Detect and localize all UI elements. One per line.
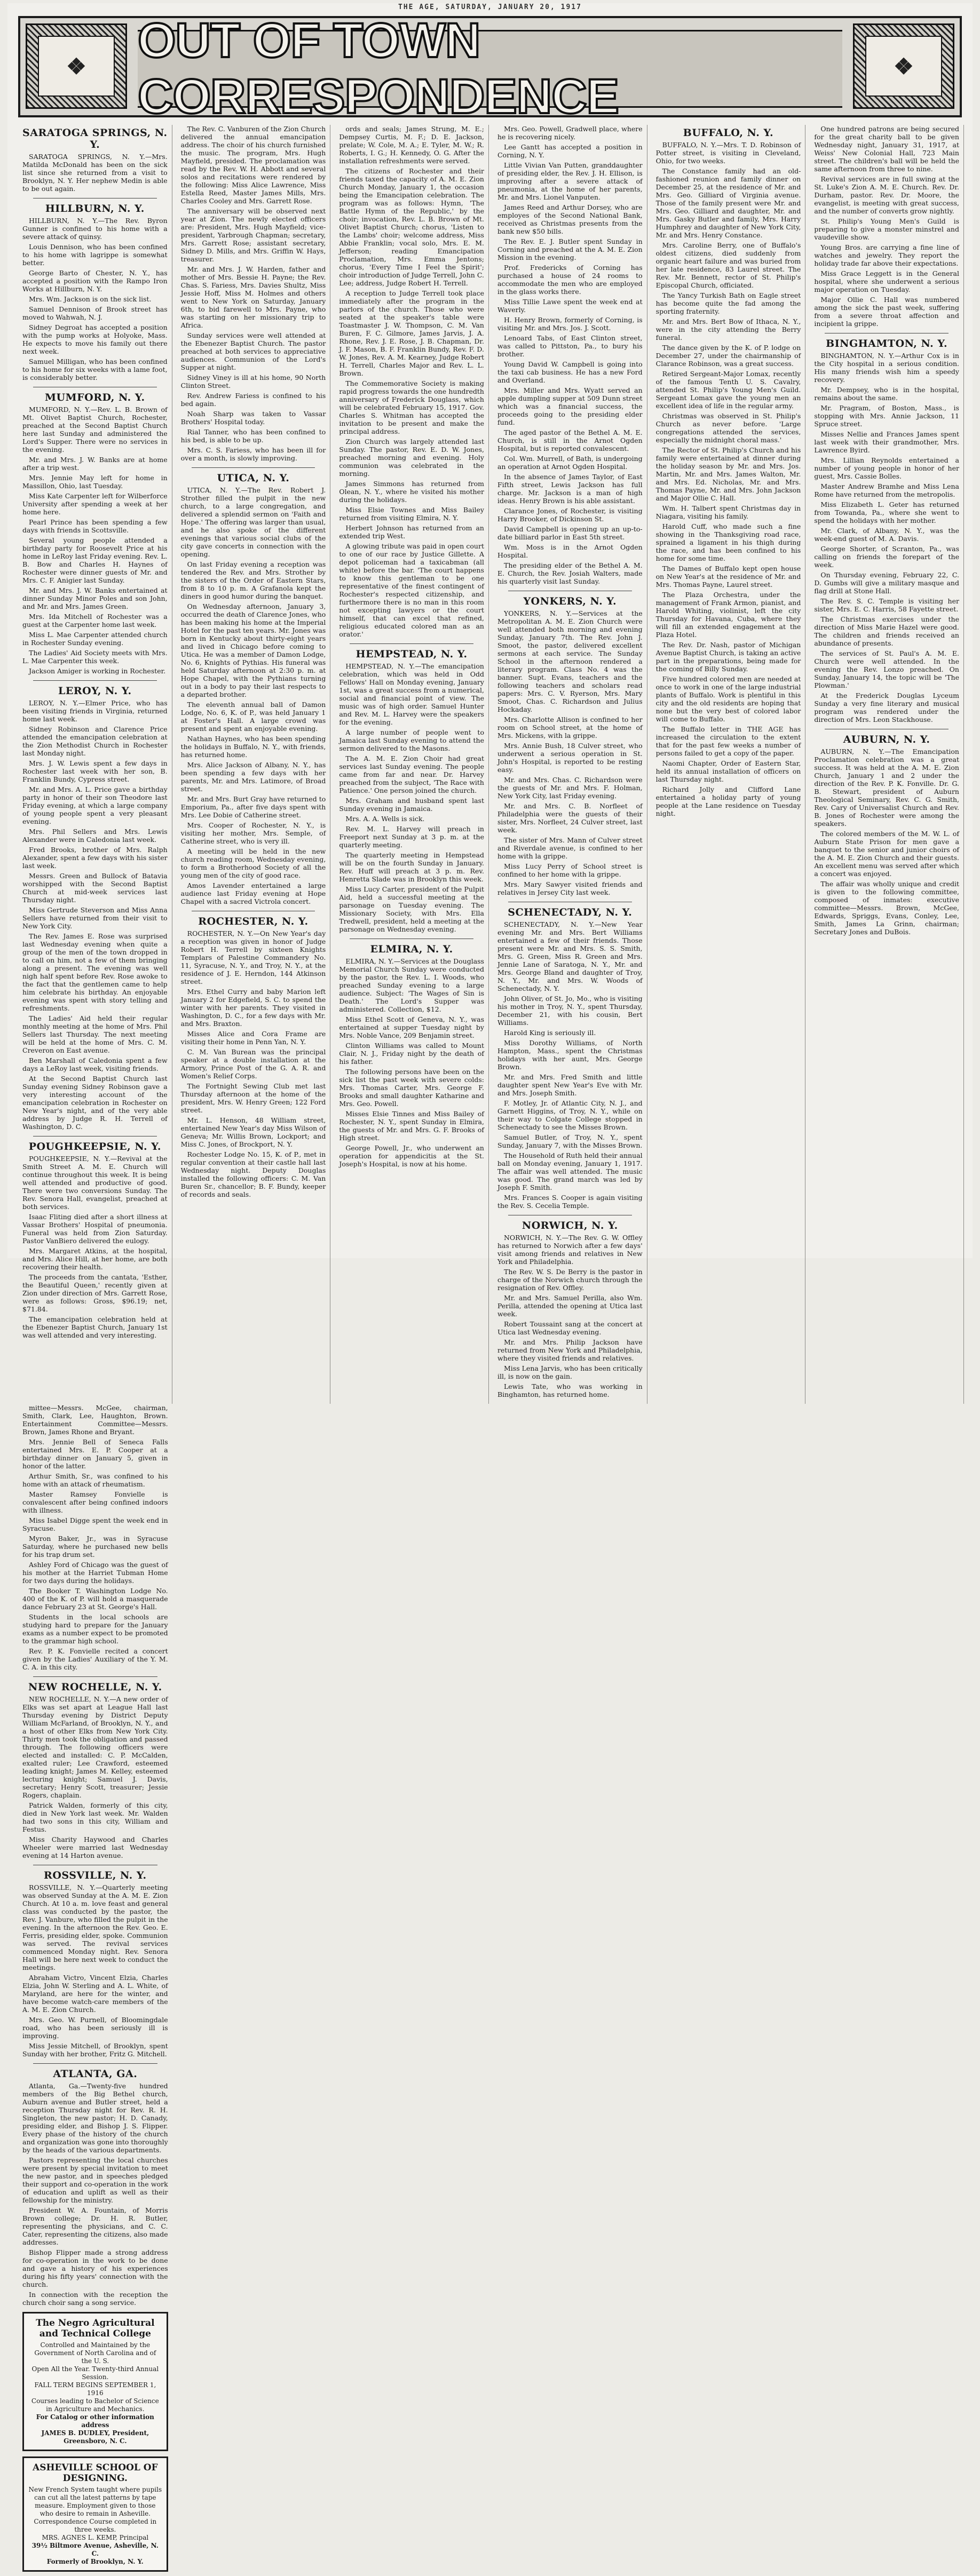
correspondence-section bbox=[22, 680, 168, 1131]
news-item: Misses Alice and Cora Frame are visiting their home in Penn Yan, N. Y. bbox=[180, 1030, 326, 1046]
news-item: Revival services are in full swing at the St. Luke's Zion A. M. E. Church. Rev. Dr. Durham, pastor. Rev. Dr. Moore, the evangelist, is meeting with great success, and the number of converts grow nightly. bbox=[814, 175, 959, 215]
news-item: The following persons have been on the sick list the past week with severe colds: Mrs. Thomas Carter, Mrs. George F. Brooks and small daughter Katharine and Mrs. Geo. Powell. bbox=[339, 1068, 484, 1108]
news-item: James Simmons has returned from Olean, N. Y., where he visited his mother during the holidays. bbox=[339, 480, 484, 504]
news-item: Miss Isabel Digge spent the week end in Syracuse. bbox=[22, 1516, 168, 1532]
news-item: Ashley Ford of Chicago was the guest of his mother at the Harriet Tubman Home for two days during the holidays. bbox=[22, 1561, 168, 1585]
news-item: Misses Elsie Tinnes and Miss Bailey of Rochester, N. Y., spent Sunday in Elmira, the guests of Mr. and Mrs. G. F. Brooks of High street. bbox=[339, 1110, 484, 1142]
news-item: Miss Elizabeth L. Geter has returned from Towanda, Pa., where she went to spend the holidays with her mother. bbox=[814, 500, 959, 524]
section-heading: HEMPSTEAD, N. Y. bbox=[355, 648, 468, 660]
news-item: Richard Jolly and Clifford Lane entertained a holiday party of young people at the Lane residence on Tuesday night. bbox=[655, 785, 801, 817]
news-item: Miss Elsie Townes and Miss Bailey returned from visiting Elmira, N. Y. bbox=[339, 506, 484, 522]
news-item: BUFFALO, N. Y.—Mrs. T. D. Robinson of Potter street, is visiting in Cleveland, Ohio, for two weeks. bbox=[655, 141, 801, 165]
section-heading: ELMIRA, N. Y. bbox=[370, 943, 453, 955]
news-item: The Commemorative Society is making rapid progress towards the one hundredth anniversary of Frederick Douglass, which will be celebrated February 15, 1917. Gov. Charles S. Whitman has accepted the invitation to be present and make the principal address. bbox=[339, 379, 484, 435]
news-item: Several young people attended a birthday party for Roosevelt Price at his home in LeRoy last Friday evening. Rev. L. B. Bow and Charles H. Haynes of Rochester were dinner guests of Mr. and Mrs. C. F. Anigier last Sunday. bbox=[22, 536, 168, 584]
news-item: The dance given by the K. of P. lodge on December 27, under the chairmanship of Clarance Robinson, was a great success. bbox=[655, 344, 801, 368]
newspaper-page bbox=[7, 3, 973, 2565]
news-item: Rev. Andrew Fariess is confined to his bed again. bbox=[180, 392, 326, 408]
news-item: Mr. and Mrs. Fred Smith and little daughter spent New Year's Eve with Mr. and Mrs. Joseph Smith. bbox=[497, 1073, 643, 1097]
section-heading: BUFFALO, N. Y. bbox=[683, 127, 774, 139]
correspondence-section bbox=[22, 2063, 168, 2307]
news-item: Mr. and Mrs. Philip Jackson have returned from New York and Philadelphia, where they visited friends and relatives. bbox=[497, 1338, 643, 1362]
column-6 bbox=[814, 125, 964, 1404]
news-item: Mr. and Mrs. C. B. Norfleet of Philadelphia were the guests of their sister, Mrs. Norfleet, 24 Culver street, last week. bbox=[497, 802, 643, 834]
news-item: Sunday services were well attended at the Ebenezer Baptist Church. The pastor preached at both services to appreciative audiences. Communion of the Lord's Supper at night. bbox=[180, 331, 326, 371]
news-item: The Rector of St. Philip's Church and his family were entertained at dinner during the holiday season by Mr. and Mrs. Jos. Martin, Mr. and Mrs. James Walton, Mr. and Mrs. Ed. Nicholas, Mr. and Mrs. Thomas Payne, Mr. and Mrs. John Jackson and Major Ollie C. Hall. bbox=[655, 446, 801, 502]
news-item: Miss Lucy Carter, president of the Pulpit Aid, held a successful meeting at the parsonage on Tuesday evening. The Missionary Society, with Mrs. Ella Tredwell, president, held a meeting at the parsonage on Wednesday evening. bbox=[339, 885, 484, 933]
news-item: The Rev. C. Vanburen of the Zion Church delivered the annual emancipation address. The choir of his church furnished the music. The program, Mrs. Hugh Mayfield, presided. The proclamation was read by the Rev. W. H. Abbott and several solos and recitations were rendered by the following: Miss Alice Lawrence, Miss Estella Reed, Master James Mills, Mrs. Charles Cooley and Mrs. Garrett Rose. bbox=[180, 125, 326, 205]
correspondence-section bbox=[497, 902, 643, 1210]
news-item: Miss Jessie Mitchell, of Brooklyn, spent Sunday with her brother, Fritz G. Mitchell. bbox=[22, 2042, 168, 2058]
news-item: Isaac Fliting died after a short illness at Vassar Brothers' Hospital of pneumonia. Funeral was held from Zion Saturday. Pastor VanBiero delivered the eulogy. bbox=[22, 1213, 168, 1245]
news-item: Mrs. Caroline Berry, one of Buffalo's oldest citizens, died suddenly from organic heart failure and was buried from her late residence, 83 Laurel street. The Rev. Mr. Bennett, rector of St. Philip's Episcopal Church, officiated. bbox=[655, 241, 801, 289]
news-item: Fred Brooks, brother of Mrs. Ralph Alexander, spent a few days with his sister last week. bbox=[22, 846, 168, 870]
news-item: C. M. Van Burean was the principal speaker at a double installation at the Armory, Prince Post of the G. A. R. and Women's Relief Corps. bbox=[180, 1048, 326, 1080]
news-item: The services of St. Paul's A. M. E. Church were well attended. In the evening the Rev. Lonzo preached. On Sunday, January 14, the topic will be 'The Plowman.' bbox=[814, 649, 959, 689]
advertisement-line: JAMES B. DUDLEY, President, Greensboro, N. C. bbox=[41, 2429, 149, 2445]
news-item: On last Friday evening a reception was tendered the Rev. and Mrs. Strother by the sisters of the Order of Eastern Stars, from 8 to 10 p. m. A Grafanola kept the diners in good humor during the banquet. bbox=[180, 560, 326, 600]
news-item: The Fortnight Sewing Club met last Thursday afternoon at the home of the president, Mrs. W. Henry Green; 122 Ford street. bbox=[180, 1082, 326, 1114]
correspondence-section bbox=[497, 591, 643, 896]
news-item: Patrick Walden, formerly of this city, died in New York last week. Mr. Walden had two sons in this city, William and Festus. bbox=[22, 1801, 168, 1833]
news-item: SCHENECTADY, N. Y.—New Year evening Mr. and Mrs. Bert Williams entertained a few of their friends. Those present were Mr. and Mrs. S. S. Smith, Mrs. G. Green, Miss R. Green and Mrs. Jennie Lane of Saratoga, N. Y., Mr. and Mrs. George Bland and daughter of Troy, N. Y., Mr. and Mrs. W. Woods of Schenectady, N. Y. bbox=[497, 920, 643, 992]
news-item: Mr. L. Henson, 48 William street, entertained New Year's day Miss Wilson of Geneva; Mr. Willis Brown, Lockport; and Miss C. Jones, of Brockport, N. Y. bbox=[180, 1116, 326, 1148]
news-item: The Christmas exercises under the direction of Miss Marie Hazel were good. The children and friends received an abundance of presents. bbox=[814, 615, 959, 647]
news-item: The Yancy Turkish Bath on Eagle street has become quite the fad among the sporting fraternity. bbox=[655, 291, 801, 315]
news-item: Mrs. Mary Sawyer visited friends and relatives in Jersey City last week. bbox=[497, 880, 643, 896]
news-item: The Plaza Orchestra, under the management of Frank Armon, pianist, and Harold Whiting, violinist, left the city Thursday for Havana, Cuba, where they will fill an extended engagement at the Plaza Hotel. bbox=[655, 591, 801, 639]
section-heading: ROSSVILLE, N. Y. bbox=[44, 1870, 147, 1881]
news-item: The anniversary will be observed next year at Zion. The newly elected officers are: President, Mrs. Hugh Mayfield; vice-president, Yarbrough Chapman; secretary, Mrs. Garrett Rose; assistant secretary, Sidney D. Mills, and Mrs. Griffin W. Hays, treasurer. bbox=[180, 207, 326, 263]
correspondence-section bbox=[814, 333, 959, 723]
news-item: Ben Marshall of Caledonia spent a few days a LeRoy last week, visiting friends. bbox=[22, 1056, 168, 1072]
correspondence-section bbox=[22, 127, 168, 193]
news-item: ROCHESTER, N. Y.—On New Year's day a reception was given in honor of Judge Robert H. Terrell by sixteen Knights Templars of Palestine Commandery No. 11, Syracuse, N. Y., and Troy, N. Y., at the residence of J. E. Herndon, 144 Atkinson street. bbox=[180, 929, 326, 985]
news-item: Mrs. Geo. Powell, Gradwell place, where he is recovering nicely. bbox=[497, 125, 643, 141]
news-item: The Rev. S. C. Temple is visiting her sister, Mrs. E. C. Harris, 58 Fayette street. bbox=[814, 597, 959, 613]
news-item: Mrs. Phil Sellers and Mrs. Lewis Alexander were in Caledonia last week. bbox=[22, 828, 168, 844]
news-item: Misses Nellie and Frances James spent last week with their grandmother, Mrs. Lawrence Byird. bbox=[814, 430, 959, 454]
section-divider bbox=[33, 680, 157, 681]
news-item: Mrs. J. W. Lewis spent a few days in Rochester last week with her son, B. Franklin Bundy, Cypress street. bbox=[22, 759, 168, 783]
news-item: The Household of Ruth held their annual ball on Monday evening, January 1, 1917. The affair was well attended. The music was good. The grand march was led by Joseph F. Smith. bbox=[497, 1151, 643, 1191]
news-item: George Powell, Jr., who underwent an operation for appendicitis at the St. Joseph's Hospital, is now at his home. bbox=[339, 1144, 484, 1168]
news-item: Miss Dorothy Williams, of North Hampton, Mass., spent the Christmas holidays with her aunt, Mrs. George Brown. bbox=[497, 1039, 643, 1071]
news-item: Mrs. Wm. Jackson is on the sick list. bbox=[29, 295, 152, 303]
news-item: At the Frederick Douglas Lyceum Sunday a very fine literary and musical program was rendered under the direction of Mrs. Leon Stackhouse. bbox=[814, 691, 959, 723]
news-item: Wm. H. Talbert spent Christmas day in Niagara, visiting his family. bbox=[655, 504, 801, 520]
news-item: Louis Dennison, who has been confined to his home with lagrippe is somewhat better. bbox=[22, 243, 168, 267]
news-item: Mrs. Annie Bush, 18 Culver street, who underwent a serious operation in St. John's Hospital, is reported to be resting easy. bbox=[497, 742, 643, 774]
news-item: John Oliver, of St. Jo, Mo., who is visiting his mother in Troy, N. Y., spent Thursday, December 21, with his cousin, Bert Williams. bbox=[497, 995, 643, 1027]
news-item: The emancipation celebration held at the Ebenezer Baptist Church, January 1st was well attended and very interesting. bbox=[22, 1315, 168, 1339]
news-item: Robert Toussaint sang at the concert at Utica last Wednesday evening. bbox=[497, 1320, 643, 1336]
news-item: Myron Baker, Jr., was in Syracuse Saturday, where he purchased new bells for his trap drum set. bbox=[22, 1535, 168, 1559]
news-item: Col. Wm. Murrell, of Bath, is undergoing an operation at Arnot Ogden Hospital. bbox=[497, 455, 643, 471]
column-5 bbox=[656, 125, 806, 1404]
news-item: Mr. and Mrs. J. W. Harden, father and mother of Mrs. Bessie H. Payne; the Rev. Chas. S. Fariess, Mrs. Davies Shultz, Miss Jessie Hoff, Miss M. Holmes and others went to New York on Saturday, January 6th, to bid farewell to Mrs. Payne, who was starting on her missionary trip to Africa. bbox=[180, 265, 326, 329]
news-item: Prof. Fredericks of Corning has purchased a house of 24 rooms to accommodate the men who are employed in the glass works there. bbox=[497, 264, 643, 296]
correspondence-section bbox=[814, 729, 959, 936]
section-heading: UTICA, N. Y. bbox=[217, 472, 290, 484]
advertisement-title: ASHEVILLE SCHOOL OF DESIGNING. bbox=[33, 2462, 158, 2484]
news-item: Jackson Amiger is working in Rochester. bbox=[29, 667, 166, 675]
advertisement-box bbox=[22, 2456, 168, 2572]
news-item: The quarterly meeting in Hempstead will be on the fourth Sunday in January. Rev. Huff will preach at 3 p. m. Rev. Henretta Slade was in Brooklyn this week. bbox=[339, 851, 484, 883]
section-heading: NEW ROCHELLE, N. Y. bbox=[28, 1681, 162, 1693]
advertisement-line: Courses leading to Bachelor of Science in Agriculture and Mechanics. bbox=[31, 2397, 159, 2413]
news-item: Mrs. A. A. Wells is sick. bbox=[345, 815, 425, 823]
correspondence-section bbox=[22, 1676, 168, 1859]
section-heading: POUGHKEEPSIE, N. Y. bbox=[28, 1141, 161, 1152]
section-heading: HILLBURN, N. Y. bbox=[45, 203, 145, 214]
news-item: Lewis Tate, who was working in Binghamton, has returned home. bbox=[497, 1382, 643, 1398]
news-item: BINGHAMTON, N. Y.—Arthur Cox is in the City hospital in a serious condition. His many friends wish him a speedy recovery. bbox=[814, 352, 959, 384]
news-item: NORWICH, N. Y.—The Rev. G. W. Offley has returned to Norwich after a few days' visit among friends and relatives in New York and Philadelphia. bbox=[497, 1234, 643, 1266]
news-item: Harold King is seriously ill. bbox=[503, 1029, 596, 1037]
news-item: Mr. and Mrs. J. W. Banks are at home after a trip west. bbox=[22, 456, 168, 472]
news-item: Arthur Smith, Sr., was confined to his home with an attack of rheumatism. bbox=[22, 1472, 168, 1488]
news-item: ords and seals; James Strung, M. E.; Dempsey Curtis, M. F.; D. E. Jackson, prelate; W. Cole, M. A.; E. Tyler, M. W.; R. Roberts, I. G.; H. Kennedy, O. G. After the installation refreshments were served. bbox=[339, 125, 484, 165]
news-item: Mrs. Geo. W. Purnell, of Bloomingdale road, who has been seriously ill is improving. bbox=[22, 2016, 168, 2040]
news-item: Lee Gantt has accepted a position in Corning, N. Y. bbox=[497, 143, 643, 159]
correspondence-section bbox=[497, 1215, 643, 1398]
column-3 bbox=[339, 125, 489, 1404]
ornament-emblem-icon: ❖ bbox=[38, 36, 115, 97]
news-item: Herbert Johnson has returned from an extended trip West. bbox=[339, 524, 484, 540]
masthead-ornament-right bbox=[853, 23, 954, 109]
news-item: Rochester Lodge No. 15, K. of P., met in regular convention at their castle hall last Wednesday night. Deputy Douglas installed the following officers: C. M. Van Buren Sr., chancellor; B. F. Bundy, keeper of records and seals. bbox=[180, 1150, 326, 1198]
section-divider bbox=[33, 2063, 157, 2064]
news-item: Rev. M. L. Harvey will preach in Freeport next Sunday at 3 p. m. at the quarterly meeting. bbox=[339, 825, 484, 849]
section-heading: ATLANTA, GA. bbox=[53, 2068, 138, 2080]
news-item: Young David W. Campbell is going into the taxi cab business. He has a new Ford and Overland. bbox=[497, 360, 643, 384]
news-item: NEW ROCHELLE, N. Y.—A new order of Elks was set apart at League Hall last Thursday evening by District Deputy William McFarland, of Brooklyn, N. Y., and a host of other Elks from New York City. Thirty men took the obligation and passed through. The following officers were elected and installed: C. P. McCalden, exalted ruler; Lee Crawford, esteemed leading knight; James M. Kelley, esteemed lecturing knight; Samuel J. Davis, secretary; Henry Scott, treasurer; Jessie Rogers, chaplain. bbox=[22, 1695, 168, 1799]
news-item: Mrs. Jennie Bell of Seneca Falls entertained Mrs. E. P. Cooper at a birthday dinner on January 5, given in honor of the latter. bbox=[22, 1438, 168, 1470]
news-item: Major Ollie C. Hall was numbered among the sick the past week, suffering from a severe throat affection and incipient la grippe. bbox=[814, 296, 959, 328]
news-item: The Rev. W. S. De Berry is the pastor in charge of the Norwich church through the resignation of Rev. Offley. bbox=[497, 1268, 643, 1292]
correspondence-section bbox=[22, 387, 168, 675]
news-item: The Buffalo letter in THE AGE has increased the circulation to the extent that for the past few weeks a number of persons failed to get a copy of the paper. bbox=[655, 725, 801, 757]
news-item: A glowing tribute was paid in open court to one of our race by Justice Gillette. A depot policeman had a taxicabman (all white) before the bar. 'The court happens to know this gentleman to be one representative of the finest contingent of Rochester's respected citizenship, and furthermore there is no man in this room not excepting lawyers or the court himself, that can excel that refined, religious educated colored man as an orator.' bbox=[339, 542, 484, 638]
news-item: Miss Tillie Lawe spent the week end at Waverly. bbox=[497, 298, 643, 314]
correspondence-section bbox=[181, 467, 326, 905]
news-item: Noah Sharp was taken to Vassar Brothers' Hospital today. bbox=[180, 410, 326, 426]
news-item: The aged pastor of the Bethel A. M. E. Church, is still in the Arnot Ogden Hospital, but is reported convalescent. bbox=[497, 428, 643, 452]
news-item: Mr. and Mrs. J. W. Banks entertained at dinner Sunday Minor Poles and son John, and Mr. and Mrs. James Green. bbox=[22, 586, 168, 610]
news-item: UTICA, N. Y.—The Rev. Robert J. Strother filled the pulpit in the new church, to a large congregation, and delivered a splendid sermon on 'Faith and Hope.' The offering was larger than usual, and he also spoke of the different evenings that various social clubs of the city gave concerts in connection with the opening. bbox=[180, 486, 326, 558]
news-item: Master Ramsey Fonvielle is convalescent after being confined indoors with illness. bbox=[22, 1490, 168, 1514]
news-item: MUMFORD, N. Y.—Rev. L. B. Brown of Mt. Olivet Baptist Church, Rochester, preached at the Second Baptist Church here last Sunday and administered the Lord's Supper. There were no services in the evening. bbox=[22, 406, 168, 454]
section-heading: SCHENECTADY, N. Y. bbox=[508, 907, 633, 918]
news-item: George Barto of Chester, N. Y., has accepted a position with the Rampo Iron Works at Hillburn, N. Y. bbox=[22, 269, 168, 293]
news-item: Miss Lena Jarvis, who has been critically ill, is now on the gain. bbox=[497, 1364, 643, 1380]
news-item: Young Bros. are carrying a fine line of watches and jewelry. They report the holiday trade far above their expectations. bbox=[814, 243, 959, 267]
section-heading: SARATOGA SPRINGS, N. Y. bbox=[22, 127, 168, 150]
news-item: Mrs. C. S. Fariess, who has been ill for over a month, is slowly improving. bbox=[180, 446, 326, 462]
news-item: Mrs. Ida Mitchell of Rochester was a guest at the Carpenter home last week. bbox=[22, 613, 168, 629]
news-item: HILLBURN, N. Y.—The Rev. Byron Gunner is confined to his home with a severe attack of quinsy. bbox=[22, 217, 168, 241]
advertisement-box bbox=[22, 2312, 168, 2451]
news-item: Clarance Jones, of Rochester, is visiting Harry Brooker, of Dickinson St. bbox=[497, 507, 643, 523]
news-item: The Ladies' Aid Society meets with Mrs. L. Mae Carpenter this week. bbox=[22, 649, 168, 665]
news-item: Lenoard Tabs, of East Clinton street, was called to Pittston, Pa., to bury his brother. bbox=[497, 334, 643, 358]
correspondence-section bbox=[339, 643, 484, 933]
news-item: Wm. Moss is in the Arnot Ogden Hospital. bbox=[497, 543, 643, 559]
news-item: The presiding elder of the Bethel A. M. E. Church, the Rev. Josiah Walters, made his quarterly visit last Sunday. bbox=[497, 561, 643, 585]
news-item: Little Vivian Van Putten, granddaughter of presiding elder, the Rev. J. H. Ellison, is improving after a severe attack of pneumonia, at the home of her parents, Mr. and Mrs. Lionel Vanputen. bbox=[497, 161, 643, 201]
news-item: F. Motley, Jr. of Atlantic City, N. J., and Garnett Higgins, of Troy, N. Y., while on their way to Colgate College stopped in Schenectady to see the Misses Brown. bbox=[497, 1099, 643, 1131]
news-item: Master Andrew Bramhe and Miss Lena Rome have returned from the metropolis. bbox=[814, 482, 959, 498]
news-item: The affair was wholly unique and credit is given to the following committee, composed of inmates: executive committee—Messrs. Brown, McGee, Edwards, Spriggs, Evans, Conley, Lee, Smith, James La Grinn, chairman; Secretary Jones and DuBois. bbox=[814, 880, 959, 936]
news-item: Five hundred colored men are needed at once to work in one of the large industrial plants of Buffalo. Work is plentiful in this city and the old residents are hoping that none but the very best of colored labor will come to Buffalo. bbox=[655, 675, 801, 723]
news-item: A large number of people went to Jamaica last Sunday evening to attend the sermon delivered to the Masons. bbox=[339, 728, 484, 752]
news-item: Samuel Butler, of Troy, N. Y., spent Sunday, January 7, with the Misses Brown. bbox=[497, 1133, 643, 1149]
news-item: Rev. P. K. Fonvielle recited a concert given by the Ladies' Auxiliary of the Y. M. C. A. in this city. bbox=[22, 1647, 168, 1671]
news-item: mittee—Messrs. McGee, chairman, Smith, Clark, Lee, Haughton, Brown. Entertainment Committee—Messrs. Brown, James Rhone and Bryant. bbox=[22, 1404, 168, 1436]
correspondence-section bbox=[181, 125, 326, 462]
news-item: Mr. and Mrs. Bert Bow of Ithaca, N. Y., were in the city attending the Berry funeral. bbox=[655, 317, 801, 341]
advertisement-line: MRS. AGNES L. KEMP, Principal bbox=[42, 2534, 149, 2541]
news-item: A meeting will be held in the new church reading room, Wednesday evening, to form a Brotherhood Society of all the young men of the city of good race. bbox=[180, 847, 326, 879]
advertisement-line: New French System taught where pupils can cut all the latest patterns by tape measure. Employment given to those who desire to remain in Asheville. Correspondence Course completed in three weeks. bbox=[28, 2486, 162, 2533]
news-item: The Booker T. Washington Lodge No. 400 of the K. of P. will hold a masquerade dance February 23 at St. George's Hall. bbox=[22, 1587, 168, 1611]
news-item: ELMIRA, N. Y.—Services at the Douglass Memorial Church Sunday were conducted by the pastor, the Rev. L. I. Woods, who preached Sunday evening to a large audience. Subject: 'The Wages of Sin is Death.' The Lord's Supper was administered. Collection, $12. bbox=[339, 957, 484, 1013]
dateline: THE AGE, SATURDAY, JANUARY 20, 1917 bbox=[398, 3, 582, 11]
article-columns bbox=[22, 125, 964, 2565]
news-item: Mrs. Jennie May left for home in Massillon, Ohio, last Tuesday. bbox=[22, 474, 168, 490]
news-item: The proceeds from the cantata, 'Esther, the Beautiful Queen,' recently given at Zion under direction of Mrs. Garrett Rose, were as follows: Gross, $96.19; net, $71.84. bbox=[22, 1273, 168, 1313]
news-item: Miss Grace Leggett is in the General hospital, where she underwent a serious major operation on Tuesday. bbox=[814, 269, 959, 293]
news-item: Rial Tanner, who has been confined to his bed, is able to be up. bbox=[180, 428, 326, 444]
news-item: Mr. Pragram, of Boston, Mass., is stopping with Mrs. Annie Jackson, 11 Spruce street. bbox=[814, 404, 959, 428]
section-divider bbox=[350, 643, 473, 644]
column-4 bbox=[497, 125, 647, 1404]
news-item: Students in the local schools are studying hard to prepare for the January exams as a number expect to be promoted to the grammar high school. bbox=[22, 1613, 168, 1645]
news-item: Mr. Clark, of Albany, N. Y., was the week-end guest of M. A. Davis. bbox=[814, 527, 959, 543]
news-item: ROSSVILLE, N. Y.—Quarterly meeting was observed Sunday at the A. M. E. Zion Church. At 10 a. m. love feast and general class was conducted by the pastor, the Rev. J. Vanbure, who filled the pulpit in the evening. In the afternoon the Rev. Geo. E. Ferris, presiding elder, spoke. Communion was served. The revival services commenced Monday night. Rev. Senora Hall will be here next week to conduct the meetings. bbox=[22, 1883, 168, 1971]
news-item: The colored members of the M. W. L. of Auburn State Prison for men gave a banquet to the senior and junior choirs of the A. M. E. Zion Church and their guests. An excellent menu was served after which a concert was enjoyed. bbox=[814, 830, 959, 878]
correspondence-section bbox=[656, 127, 801, 817]
ornament-emblem-icon: ❖ bbox=[865, 36, 942, 97]
correspondence-section bbox=[22, 1136, 168, 1339]
news-item: Retired Sergeant-Major Lomax, recently of the famous Tenth U. S. Cavalry, attended St. Philip's Young Men's Guild. Sergeant Lomax gave the young men an excellent idea of life in the regular army. bbox=[655, 370, 801, 410]
section-heading: ROCHESTER, N. Y. bbox=[198, 916, 309, 927]
news-item: Miss Ethel Scott of Geneva, N. Y., was entertained at supper Tuesday night by Mrs. Noble Vance, 209 Benjamin street. bbox=[339, 1015, 484, 1039]
correspondence-section bbox=[181, 911, 326, 1198]
news-item: Zion Church was largely attended last Sunday. The pastor, Rev. E. D. W. Jones, preached morning and evening. Holy communion was celebrated in the morning. bbox=[339, 438, 484, 478]
news-item: AUBURN, N. Y.—The Emancipation Proclamation celebration was a great success. It was held at the A. M. E. Zion Church, January 1 and 2 under the direction of the Rev. P. K. Fonville. Dr. G. B. Stewart, president of Auburn Theological Seminary, Rev. C. G. Smith, Rev. Cary of Universalist Church and Rev. B. Jones of Rochester were among the speakers. bbox=[814, 748, 959, 828]
news-item: In the absence of James Taylor, of East Fifth street, Lewis Jackson has full charge. Mr. Jackson is a man of high ideas. Henry Brown is his able assistant. bbox=[497, 473, 643, 505]
news-item: SARATOGA SPRINGS, N. Y.—Mrs. Matilda McDonald has been on the sick list since she returned from a visit to Brooklyn, N. Y. Her nephew Medin is able to be out again. bbox=[22, 153, 168, 193]
advertisement-line: Controlled and Maintained by the Government of North Carolina and of the U. S. bbox=[34, 2341, 156, 2365]
correspondence-section bbox=[814, 125, 959, 328]
news-item: Miss Charity Haywood and Charles Wheeler were married last Wednesday evening at 14 Harton avenue. bbox=[22, 1835, 168, 1859]
news-item: Pastors representing the local churches were present by special invitation to meet the new pastor, and in speeches pledged their support and co-operation in the work of education and uplift as well as their fellowship for the ministry. bbox=[22, 2156, 168, 2204]
news-item: St. Philip's Young Men's Guild is preparing to give a monster minstrel and vaudeville show. bbox=[814, 217, 959, 241]
news-item: Mr. and Mrs. Burt Gray have returned to Emporium, Pa., after five days spent with Mrs. Lee Dobie of Catherine street. bbox=[180, 795, 326, 819]
correspondence-section bbox=[22, 1404, 168, 1671]
news-item: President W. A. Fountain, of Morris Brown college; Dr. H. R. Butler, representing the physicians, and C. C. Cater, representing the citizens, also made addresses. bbox=[22, 2206, 168, 2246]
column-2 bbox=[181, 125, 331, 1404]
masthead-title: OUT OF TOWN CORRESPONDENCE bbox=[138, 30, 842, 108]
news-item: Mrs. Margaret Atkins, at the hospital, and Mrs. Alice Hill, at her home, are both recovering their health. bbox=[22, 1247, 168, 1271]
column-7 bbox=[22, 1404, 172, 2576]
news-item: Mrs. Charlotte Allison is confined to her room on School street, at the home of Mrs. Mickens, with la grippe. bbox=[497, 715, 643, 740]
news-item: The eleventh annual ball of Damon Lodge, No. 6, K. of P., was held January 1 at Foster's Hall. A large crowd was present and spent an enjoyable evening. bbox=[180, 701, 326, 733]
news-item: James Reed and Arthur Dorsey, who are employes of the Second National Bank, received as Christmas presents from the bank new $50 bills. bbox=[497, 203, 643, 235]
section-heading: AUBURN, N. Y. bbox=[843, 734, 930, 745]
correspondence-section bbox=[339, 125, 484, 638]
news-item: Mr. and Mrs. Chas. C. Richardson were the guests of Mr. and Mrs. F. Holman, New York City, last Friday evening. bbox=[497, 776, 643, 800]
news-item: One hundred patrons are being secured for the great charity ball to be given Wednesday night, January 31, 1917, at Weiss' New Colonial Hall, 723 Main street. The children's ball will be held the same afternoon from three to nine. bbox=[814, 125, 959, 173]
news-item: The Rev. James E. Rose was surprised last Wednesday evening when quite a group of the men of the town dropped in to call on him, not a few of them bringing along a present. The evening was well nigh half spent before Rev. Rose awoke to the fact that the gentlemen came to help him celebrate his birthday. An enjoyable evening was spent with story telling and refreshments. bbox=[22, 932, 168, 1012]
news-item: The Dames of Buffalo kept open house on New Year's at the residence of Mr. and Mrs. Thomas Payne, Laurel street. bbox=[655, 565, 801, 589]
news-item: Sidney Viney is ill at his home, 90 North Clinton Street. bbox=[180, 373, 326, 389]
advertisement-title: The Negro Agricultural and Technical College bbox=[36, 2318, 155, 2339]
news-item: Mrs. Alice Jackson of Albany, N. Y., has been spending a few days with her parents, Mr. and Mrs. Latimore, of Broad street. bbox=[180, 761, 326, 793]
section-heading: YONKERS, N. Y. bbox=[523, 595, 617, 607]
news-item: In connection with the reception the church choir sang a song service. bbox=[22, 2291, 168, 2307]
news-item: Mr. Dempsey, who is in the hospital, remains about the same. bbox=[814, 386, 959, 402]
section-heading: LEROY, N. Y. bbox=[58, 685, 132, 697]
news-item: Messrs. Green and Bullock of Batavia worshipped with the Second Baptist Church at mid-week services last Thursday night. bbox=[22, 872, 168, 904]
news-item: YONKERS, N. Y.—Services at the Metropolitan A. M. E. Zion Church were well attended both morning and evening Sunday, January 7th. The Rev. John J. Smoot, the pastor, delivered excellent sermons at each service. The Sunday School in the afternoon rendered a literary program. Class No. 4 was the banner. Supt. Evans, teachers and the following teachers and scholars read papers: Mrs. C. V. Ryerson, Mrs. Mary Smoot, Chas. C. Richardson and Julius Hockaday. bbox=[497, 609, 643, 713]
correspondence-section bbox=[339, 939, 484, 1168]
news-item: Sidney Robinson and Clarence Price attended the emancipation celebration at the Zion Methodist Church in Rochester last Monday night. bbox=[22, 725, 168, 757]
section-heading: MUMFORD, N. Y. bbox=[45, 392, 145, 403]
news-item: The Constance family had an old-fashioned reunion and family dinner on December 25, at the residence of Mr. and Mrs. Geo. Gilliard of Virginia avenue. Those of the family present were Mr. and Mrs. Geo. Gilliard and daughter, Mr. and Mrs. Gasky Butler and family, Mrs. Harry Humphrey and daughter of New York City, Mr. and Mrs. Henry Constance. bbox=[655, 167, 801, 239]
news-item: LEROY, N. Y.—Elmer Price, who has been visiting friends in Virginia, returned home last week. bbox=[22, 699, 168, 723]
news-item: Atlanta, Ga.—Twenty-five hundred members of the Big Bethel church, Auburn avenue and Butler street, held a reception Thursday night for Rev. R. H. Singleton, the new pastor; H. D. Canady, presiding elder, and Bishop J. S. Flipper. Every phase of the history of the church and organization was gone into thoroughly by the heads of the various departments. bbox=[22, 2082, 168, 2154]
news-item: Miss L. Mae Carpenter attended church in Rochester Sunday evening. bbox=[22, 631, 168, 647]
news-item: The A. M. E. Zion Choir had great services last Sunday evening. The people came from far and near. Dr. Harvey preached from the subject, 'The Race with Patience.' One person joined the church. bbox=[339, 754, 484, 794]
section-divider bbox=[192, 467, 315, 468]
section-heading: BINGHAMTON, N. Y. bbox=[826, 338, 948, 349]
news-item: Amos Lavender entertained a large audience last Friday evening at Hope Chapel with a sacred Victrola concert. bbox=[180, 881, 326, 905]
news-item: David Campbell is opening up an up-to-date billiard parlor in East 5th street. bbox=[497, 525, 643, 541]
news-item: Mrs. Ethel Curry and baby Marion left January 2 for Edgefield, S. C. to spend the winter with her parents. They visited in Washington, D. C., for a few days with Mr. and Mrs. Braxton. bbox=[180, 988, 326, 1028]
news-item: Nathan Haynes, who has been spending the holidays in Buffalo, N. Y., with friends, has returned home. bbox=[180, 735, 326, 759]
news-item: Mrs. Cooper of Rochester, N. Y., is visiting her mother, Mrs. Semple, of Catherine street, who is very ill. bbox=[180, 821, 326, 845]
news-item: Miss Kate Carpenter left for Wilberforce University after spending a week at her home here. bbox=[22, 492, 168, 516]
news-item: On Thursday evening, February 22, C. D. Gumbs will give a military masque and flag drill at Stone Hall. bbox=[814, 571, 959, 595]
news-item: Mrs. Frances S. Cooper is again visiting the Rev. S. Cecelia Temple. bbox=[497, 1194, 643, 1210]
news-item: Abraham Victro, Vincent Elzia, Charles Elzia, John W. Sterling and A. L. White, of Maryland, are here for the winter, and have become watch-care members of the A. M. E. Zion Church. bbox=[22, 1974, 168, 2014]
advertisement-line: Open All the Year. Twenty-third Annual Session. bbox=[31, 2365, 159, 2381]
correspondence-section bbox=[497, 125, 643, 585]
advertisement-line: 39½ Biltmore Avenue, Asheville, N. C. bbox=[31, 2542, 159, 2557]
news-item: The Rev. E. J. Butler spent Sunday in Corning and preached at the A. M. E. Zion Mission in the evening. bbox=[497, 237, 643, 261]
news-item: Clinton Williams was called to Mount Clair, N. J., Friday night by the death of his father. bbox=[339, 1041, 484, 1066]
news-item: HEMPSTEAD, N. Y.—The emancipation celebration, which was held in Odd Fellows' Hall on Monday evening, January 1st, was a great success from a numerical, social and financial point of view. The music was of high order. Samuel Hunter and Rev. M. L. Harvey were the speakers for the evening. bbox=[339, 662, 484, 726]
section-heading: NORWICH, N. Y. bbox=[521, 1220, 618, 1231]
news-item: On Wednesday afternoon, January 3, occurred the death of Clarence Jones, who has been making his home at the Imperial Hotel for the past ten years. Mr. Jones was born in Kentucky about thirty-eight years and lived in Chicago before coming to Utica. He was a member of Damon Lodge, No. 6, Knights of Pythias. His funeral was held Saturday afternoon at 2:30 p. m. at Hope Chapel, with the Pythians turning out in a body to pay their last respects to a departed brother. bbox=[180, 602, 326, 698]
news-item: The citizens of Rochester and their friends taxed the capacity of A. M. E. Zion Church Monday, January 1, the occasion being the Emancipation celebration. The program was as follows: Hymn, 'The Battle Hymn of the Republic,' by the choir; invocation, Rev. L. B. Brown of Mt. Olivet Baptist Church; chorus, 'Listen to the Lambs' choir; welcome address, Miss Abbie Franklin; vocal solo, Mrs. E. M. Jefferson; reading Emancipation Proclamation, Mrs. Emma Jentons; chorus, 'Every Time I Feel the Spirit'; choir introduction of Judge Terrell, John C. Lee; address, Judge Robert H. Terrell. bbox=[339, 167, 484, 287]
advertisement-line: FALL TERM BEGINS SEPTEMBER 1, 1916 bbox=[34, 2381, 156, 2397]
news-item: POUGHKEEPSIE, N. Y.—Revival at the Smith Street A. M. E. Church will continue throughout this week. It is being well attended and productive of good. There were two conversions Sunday. The Rev. Senora Hall, evangelist, preached at both services. bbox=[22, 1155, 168, 1211]
news-item: Pearl Prince has been spending a few days with friends in Scottsville. bbox=[22, 518, 168, 534]
news-item: George Shorter, of Scranton, Pa., was calling on friends the forepart of the week. bbox=[814, 545, 959, 569]
section-divider bbox=[33, 1676, 157, 1677]
news-item: The Ladies' Aid held their regular monthly meeting at the home of Mrs. Phil Sellers last Thursday. The next meeting will be held at the home of Mrs. C. M. Creveron on East avenue. bbox=[22, 1014, 168, 1054]
news-item: Mrs. Miller and Mrs. Wyatt served an apple dumpling supper at 509 Dunn street which was a financial success, the proceeds going to the presiding elder fund. bbox=[497, 386, 643, 426]
news-item: Naomi Chapter, Order of Eastern Star, held its annual installation of officers on last Thursday night. bbox=[655, 759, 801, 783]
news-item: At the Second Baptist Church last Sunday evening Sidney Robinson gave a very interesting account of the emancipation celebration in Rochester on New Year's night, and of the very able address by Judge R. H. Terrell of Washington, D. C. bbox=[22, 1075, 168, 1131]
news-item: Mr. and Mrs. Samuel Perilla, also Wm. Perilla, attended the opening at Utica last week. bbox=[497, 1294, 643, 1318]
news-item: Mrs. Lillian Reynolds entertained a number of young people in honor of her guest, Mrs. Cassie Bolles. bbox=[814, 456, 959, 480]
correspondence-section bbox=[22, 1865, 168, 2058]
news-item: Mr. and Mrs. A. L. Price gave a birthday party in honor of their son Theodore last Friday evening, at which a large company of young people spent a very pleasant evening. bbox=[22, 785, 168, 825]
news-item: The Rev. Dr. Nash, pastor of Michigan Avenue Baptist Church, is taking an active part in the preparations, being made for the coming of Billy Sunday. bbox=[655, 641, 801, 673]
column-1 bbox=[22, 125, 172, 1404]
news-item: Samuel Milligan, who has been confined to his home for six weeks with a lame foot, is considerably better. bbox=[22, 357, 168, 381]
advertisement-line: For Catalog or other information address bbox=[36, 2413, 154, 2429]
news-item: Mrs. Graham and husband spent last Sunday evening in Jamaica. bbox=[339, 797, 484, 813]
masthead bbox=[18, 13, 962, 124]
news-item: H. Henry Brown, formerly of Corning, is visiting Mr. and Mrs. Jos. J. Scott. bbox=[497, 316, 643, 332]
news-item: A reception to Judge Terrell took place immediately after the program in the parlors of the church. Those who were seated at the speaker's table were Toastmaster J. W. Thompson, C. M. Van Buren, F. C. Gilmore, James Jarvis, J. A. Rhone, Rev. J. E. Rose, J. B. Chapman, Dr. J. F. Mason, B. F. Franklin Bundy, Rev. F. D. W. Jones, Rev. A. M. Kearney, Judge Robert H. Terrell, Charles Major and Rev. L. L. Brown. bbox=[339, 289, 484, 377]
masthead-ornament-left bbox=[26, 23, 127, 109]
advertisement-line: Formerly of Brooklyn, N. Y. bbox=[46, 2558, 144, 2565]
correspondence-section bbox=[22, 198, 168, 381]
news-item: The sister of Mrs. Mann of Culver street and Riverdale avenue, is confined to her home with la grippe. bbox=[497, 836, 643, 860]
news-item: Miss Gertrude Steverson and Miss Anna Sellers have returned from their visit to New York City. bbox=[22, 906, 168, 930]
news-item: Harold Cuff, who made such a fine showing in the Thanksgiving road race, sprained a ligament in his thigh during the race, and has been confined to his home for some time. bbox=[655, 522, 801, 562]
news-item: Bishop Flipper made a strong address for co-operation in the work to be done and gave a history of his experiences during his fifty years' connection with the church. bbox=[22, 2248, 168, 2288]
news-item: Miss Lucy Perry of School street is confined to her home with la grippe. bbox=[497, 862, 643, 878]
news-item: Christmas was observed in St. Philip's Church as never before. 'Large congregations attended the services, especially the midnight choral mass.' bbox=[655, 412, 801, 444]
news-item: Sidney Degroat has accepted a position with the pump works at Holyoke, Mass. He expects to move his family out there next week. bbox=[22, 323, 168, 355]
news-item: Samuel Dennison of Brook street has moved to Wahwah, N. J. bbox=[22, 305, 168, 321]
